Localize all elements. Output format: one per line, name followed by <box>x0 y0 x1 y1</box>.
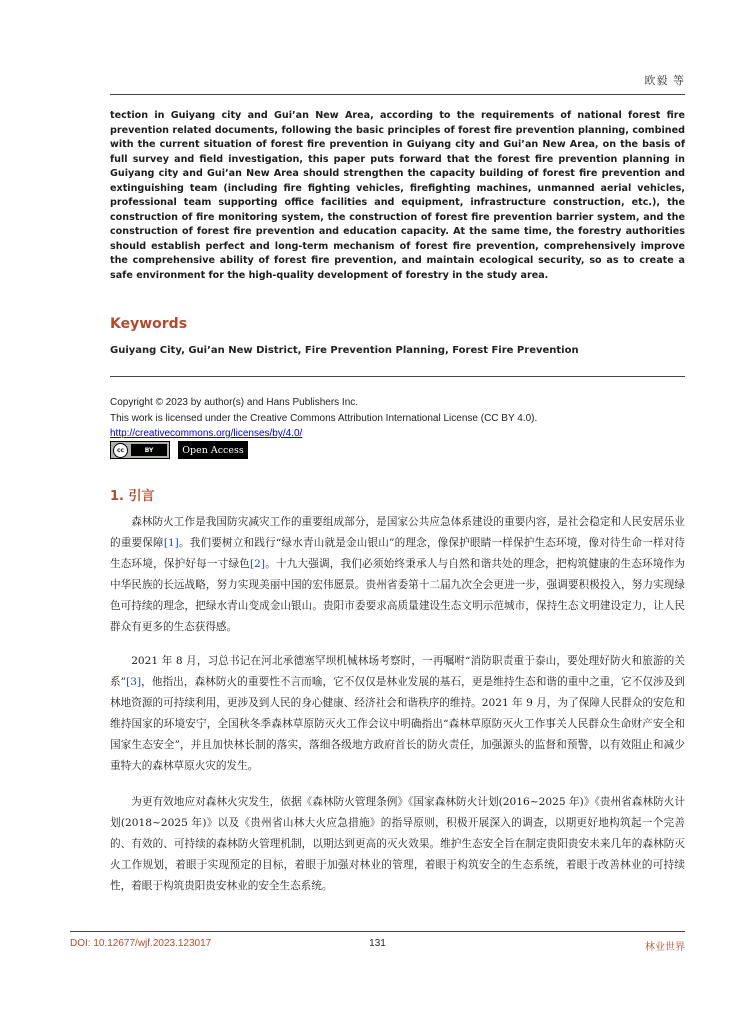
citation-3[interactable]: [3] <box>126 675 142 688</box>
copyright-block <box>110 395 537 442</box>
cc-icon: cc <box>113 443 128 458</box>
license-link[interactable]: http://creativecommons.org/licenses/by/4.0/ <box>110 428 303 439</box>
paragraph-1-text-a: 森林防火工作是我国防灾减灾工作的重要组成部分，是国家公共应急体系建设的重要内容，是社会稳定和人民安居乐业的重要保障 <box>110 516 685 549</box>
page-footer <box>70 938 685 952</box>
footer-doi: DOI: 10.12677/wjf.2023.123017 <box>70 938 212 949</box>
footer-journal-name: 林业世界 <box>645 942 685 953</box>
keywords-heading: Keywords <box>110 316 188 332</box>
copyright-line: Copyright © 2023 by author(s) and Hans Publishers Inc. <box>110 397 359 408</box>
paragraph-1 <box>110 512 685 637</box>
open-access-badge: Open Access <box>178 441 248 459</box>
keywords-rule <box>110 376 685 377</box>
running-header-authors: 欧毅 等 <box>644 74 685 87</box>
footer-page-number: 131 <box>369 938 386 949</box>
cc-by-badge[interactable] <box>110 441 170 459</box>
paragraph-2-text-b: ，他指出，森林防火的重要性不言而喻，它不仅仅是林业发展的基石，更是维持生态和谐的重中之重，它不仅涉及到林地资源的可持续利用，更涉及到人民的身心健康、经济社会和谐秩序的维持。2021 年 9 月，为了保障人民群众的安危和维持国家的环境安宁，全国秋冬季森林草原防灭火工作会议中明确指出“森林草原防灭火工作事关人民群众生命财产安全和国家生态安全”，并且加快林长制的落实，落细各级地方政府首长的防火责任，加强源头的监督和预警，以有效阻止和减少重特大的森林草原火灾的发生。 <box>110 675 686 772</box>
header-rule <box>110 94 685 95</box>
footer-rule <box>70 931 685 932</box>
keywords-text: Guiyang City, Gui’an New District, Fire Prevention Planning, Forest Fire Prevention <box>110 345 579 356</box>
paragraph-3: 为更有效地应对森林火灾发生，依据《森林防火管理条例》《国家森林防火计划(2016~2025 年)》《贵州省森林防火计划(2018~2025 年)》以及《贵州省山林大火应急措施》的指导原则，积极开展深入的调查，以期更好地构筑起一个完善的、有效的、可持续的森林防火管理机制，以期达到更高的灭火效果。维护生态安全旨在制定贵阳贵安未来几年的森林防灭火工作规划，着眼于实现预定的目标，着眼于加强对林业的管理，着眼于构筑安全的生态系统，着眼于改善林业的可持续性，着眼于构筑贵阳贵安林业的安全生态系统。 <box>110 796 685 892</box>
paragraph-2-text-a: 2021 年 8 月，习总书记在河北承德塞罕坝机械林场考察时，一再嘱咐“消防职责重于泰山，要处理好防火和旅游的关系” <box>110 655 685 688</box>
section-heading: 1. 引言 <box>110 489 155 504</box>
license-line: This work is licensed under the Creative Commons Attribution International License (CC BY 4.0). <box>110 412 538 424</box>
paragraph-1-text-c: 。十九大强调，我们必须始终秉承人与自然和谐共处的理念，把构筑健康的生态环境作为中华民族的长远战略，努力实现美丽中国的宏伟愿景。贵州省委第十二届九次全会更进一步，强调要积极投入，努力实现绿色可持续的理念，把绿水青山变成金山银山。贵阳市委要求高质量建设生态文明示范城市，保持生态文明建设定力，让人民群众有更多的生态获得感。 <box>110 557 686 633</box>
paragraph-2 <box>110 651 685 776</box>
paragraph-1-text-b: 。我们要树立和践行“绿水青山就是金山银山”的理念，像保护眼睛一样保护生态环境，像对待生命一样对待生态环境，保护好每一寸绿色 <box>110 536 686 570</box>
by-icon: BY <box>131 444 167 456</box>
citation-1[interactable]: [1] <box>163 536 179 549</box>
citation-2[interactable]: [2] <box>250 557 266 570</box>
abstract-text: tection in Guiyang city and Gui’an New Area, according to the requirements of national forest fire prevention related documents, following the basic principles of forest fire prevention planning, combined with the current situation of forest fire prevention in Guiyang city and Gui’an New Area, on the basis of full survey and field investigation, this paper puts forward that the forest fire prevention planning in Guiyang city and Gui’an New Area should strengthen the capacity building of forest fire prevention and extinguishing team (including fire fighting vehicles, firefighting machines, unmanned aerial vehicles, professional team supporting office facilities and equipment, infrastructure construction, etc.), the construction of fire monitoring system, the construction of forest fire prevention barrier system, and the construction of forest fire prevention and education capacity. At the same time, the forestry authorities should establish perfect and long-term mechanism of forest fire prevention, comprehensively improve the comprehensive ability of forest fire prevention, and maintain ecological security, so as to create a safe environment for the high-quality development of forestry in the study area. <box>110 110 685 282</box>
license-badges <box>110 441 248 459</box>
